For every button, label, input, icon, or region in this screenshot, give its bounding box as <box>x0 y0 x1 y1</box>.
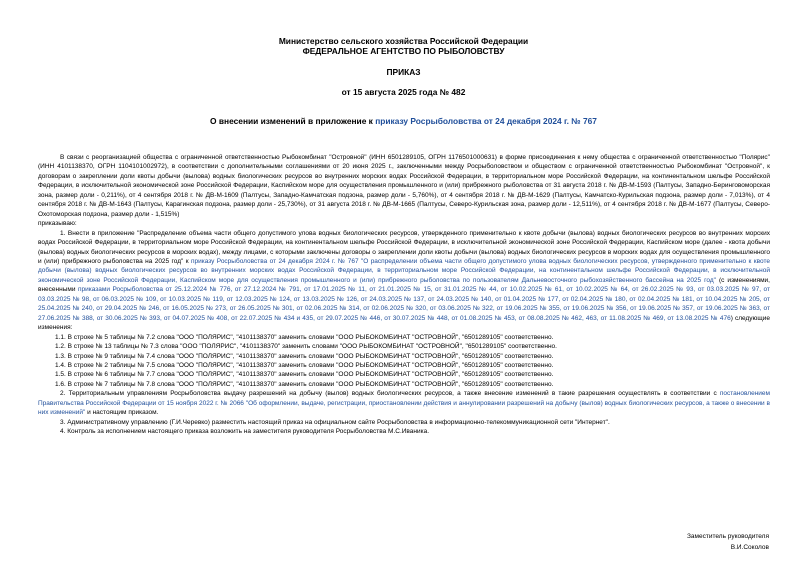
change-item: 1.6. В строке № 7 таблицы № 7.8 слова "ООО "ПОЛЯРИС", "4101138370" заменить словами "ООО РЫБОКОМБИНАТ "ОСТРОВНОЙ", "6501289105" соответственно. <box>55 380 554 388</box>
change-item: 1.5. В строке № 6 таблицы № 7.7 слова "ООО "ПОЛЯРИС", "4101138370" заменить словами "ООО РЫБОКОМБИНАТ "ОСТРОВНОЙ", "6501289105" соответственно. <box>55 371 554 379</box>
prikazyvayu-line: приказываю: <box>38 220 77 228</box>
document-type: ПРИКАЗ <box>386 67 421 77</box>
signature-name: В.И.Соколов <box>730 544 769 551</box>
signature-position: Заместитель руководителя <box>687 533 769 540</box>
item-4-paragraph: 4. Контроль за исполнением настоящего приказа возложить на заместителя руководителя Росрыболовства М.С.Иваника. <box>60 428 430 436</box>
item-1-suffix: ) следующие изменения: <box>38 314 770 332</box>
item-2-paragraph <box>38 389 770 417</box>
item-1-text: 1. Внести в приложение "Распределение объема части общего допустимого улова водных биологических ресурсов, утвержденного применительно к квоте добычи (вылова) водных биологических ресурсов во внутренних морских водах Российской Федерации, в территориальном море Российской Федерации, на континентальном шельфе Российской Федерации, в исключительной экономической зоне Российской Федерации, Каспийском море (далее - квота добычи (вылова) водных биологических ресурсов в морских водах), между лицами, с которыми заключены договоры о закреплении доли квоты добычи (вылова) водных биологических ресурсов в морских водах для осуществления промышленного и (или) прибрежного рыболовства на 2025 год" к <box>38 229 770 265</box>
ministry-name: Министерство сельского хозяйства Российской Федерации <box>278 36 529 46</box>
subject-text: О внесении изменений в приложение к <box>210 116 376 126</box>
order-767-link[interactable]: приказу Росрыболовства от 24 декабря 2024 г. № 767 "О распределении объема части общего допустимого улова водных биологических ресурсов, утвержденного применительно к квоте добычи (вылова) водных биологических ресурсов во внутренних морских водах Российской Федерации, в территориальном море Российской Федерации, на континентальном шельфе Российской Федерации, в исключительной экономической зоне Российской Федерации, Каспийском море для осуществления промышленного и (или) прибрежного рыболовства по пользователям Дальневосточного рыбохозяйственного бассейна на 2025 год" <box>38 257 770 284</box>
preamble-paragraph: В связи с реорганизацией общества с ограниченной ответственностью Рыбокомбинат "Островной" (ИНН 6501289105, ОГРН 1176501000631) в форме присоединения к нему общества с ограниченной ответственностью "Полярис" (ИНН 4101138370, ОГРН 1104101002972), в соответствии с дополнительными соглашениями от 20 июня 2025 г., заключенными между Росрыболовством и обществом с ограниченной ответственностью Рыбокомбинат "Островной", к договорам о закреплении доли квоты добычи (вылова) водных биологических ресурсов во внутренних морских водах Российской Федерации, в территориальном море Российской Федерации, на континентальном шельфе Российской Федерации, в исключительной экономической зоне Российской Федерации, Каспийском море для осуществления промышленного и (или) прибрежного рыболовства от 31 августа 2018 г. № ДВ-М-1593 (Палтусы, Западно-Беринговоморская зона, размер доли - 0,211%), от 4 сентября 2018 г. № ДВ-М-1609 (Палтусы, Западно-Камчатская подзона, размер доли - 5,760%), от 4 сентября 2018 г. № ДВ-М-1629 (Палтусы, Камчатско-Курильская подзона, размер доли - 7,013%), от 4 сентября 2018 г. № ДВ-М-1643 (Палтусы, Карагинская подзона, размер доли - 25,730%), от 31 августа 2018 г. № ДВ-М-1665 (Палтусы, Северо-Курильская зона, размер доли - 12,511%), от 4 сентября 2018 г. № ДВ-М-1677 (Палтусы, Северо-Охотоморская подзона, размер доли - 1,515%) <box>38 154 770 218</box>
amendment-orders-link[interactable]: приказами Росрыболовства от 25.12.2024 № 776, от 27.12.2024 № 791, от 17.01.2025 № 11, от 21.01.2025 № 15, от 31.01.2025 № 44, от 10.02.2025 № 61, от 10.02.2025 № 64, от 26.02.2025 № 93, от 03.03.2025 № 97, от 03.03.2025 № 98, от 06.03.2025 № 109, от 10.03.2025 № 119, от 12.03.2025 № 124, от 13.03.2025 № 126, от 24.03.2025 № 137, от 24.03.2025 № 140, от 01.04.2025 № 177, от 02.04.2025 № 180, от 02.04.2025 № 181, от 10.04.2025 № 205, от 25.04.2025 № 240, от 29.04.2025 № 246, от 16.05.2025 № 273, от 26.05.2025 № 301, от 02.06.2025 № 314, от 02.06.2025 № 320, от 03.06.2025 № 322, от 19.06.2025 № 355, от 19.06.2025 № 356, от 19.06.2025 № 357, от 19.06.2025 № 363, от 27.06.2025 № 388, от 30.06.2025 № 393, от 04.07.2025 № 408, от 22.07.2025 № 434 и 435, от 29.07.2025 № 446, от 30.07.2025 № 448, от 01.08.2025 № 453, от 08.08.2025 № 462, 463, от 11.08.2025 № 469, от 13.08.2025 № 476 <box>38 286 770 322</box>
change-item: 1.2. В строке № 13 таблицы № 7.3 слова "ООО "ПОЛЯРИС", "4101138370" заменить словами "ООО РЫБОКОМБИНАТ "ОСТРОВНОЙ", "6501289105" соответственно. <box>55 343 557 351</box>
document-body <box>38 153 770 437</box>
subject-order-link[interactable]: приказу Росрыболовства от 24 декабря 2024 г. № 767 <box>375 116 597 126</box>
item-1-middle: (с изменениями, внесенными <box>38 276 770 294</box>
agency-name: ФЕДЕРАЛЬНОЕ АГЕНТСТВО ПО РЫБОЛОВСТВУ <box>302 46 505 56</box>
item-1-paragraph <box>38 229 770 333</box>
document-subject <box>0 116 807 126</box>
change-item: 1.3. В строке № 9 таблицы № 7.4 слова "ООО "ПОЛЯРИС", "4101138370" заменить словами "ООО РЫБОКОМБИНАТ "ОСТРОВНОЙ", "6501289105" соответственно. <box>55 352 554 360</box>
document-date-number: от 15 августа 2025 года № 482 <box>341 87 466 97</box>
item-2-text: 2. Территориальным управлениям Росрыболовства выдачу разрешений на добычу (вылов) водных биологических ресурсов, а также внесение изменений в такие разрешения осуществлять в соответствии с <box>60 390 720 398</box>
item-3-paragraph: 3. Административному управлению (Г.И.Черевко) разместить настоящий приказ на официальном сайте Росрыболовства в информационно-телекоммуникационной сети "Интернет". <box>60 418 610 426</box>
change-item: 1.1. В строке № 5 таблицы № 7.2 слова "ООО "ПОЛЯРИС", "4101138370" заменить словами "ООО РЫБОКОМБИНАТ "ОСТРОВНОЙ", "6501289105" соответственно. <box>55 333 554 341</box>
item-2-suffix: и настоящим приказом. <box>85 409 159 417</box>
change-item: 1.4. В строке № 2 таблицы № 7.5 слова "ООО "ПОЛЯРИС", "4101138370" заменить словами "ООО РЫБОКОМБИНАТ "ОСТРОВНОЙ", "6501289105" соответственно. <box>55 361 554 369</box>
government-decree-link[interactable]: постановлением Правительства Российской Федерации от 15 ноября 2022 г. № 2066 "Об оформлении, выдаче, регистрации, приостановлении действия и аннулировании разрешений на добычу (вылов) водных биологических ресурсов, а также о внесении в них изменений" <box>38 390 770 417</box>
